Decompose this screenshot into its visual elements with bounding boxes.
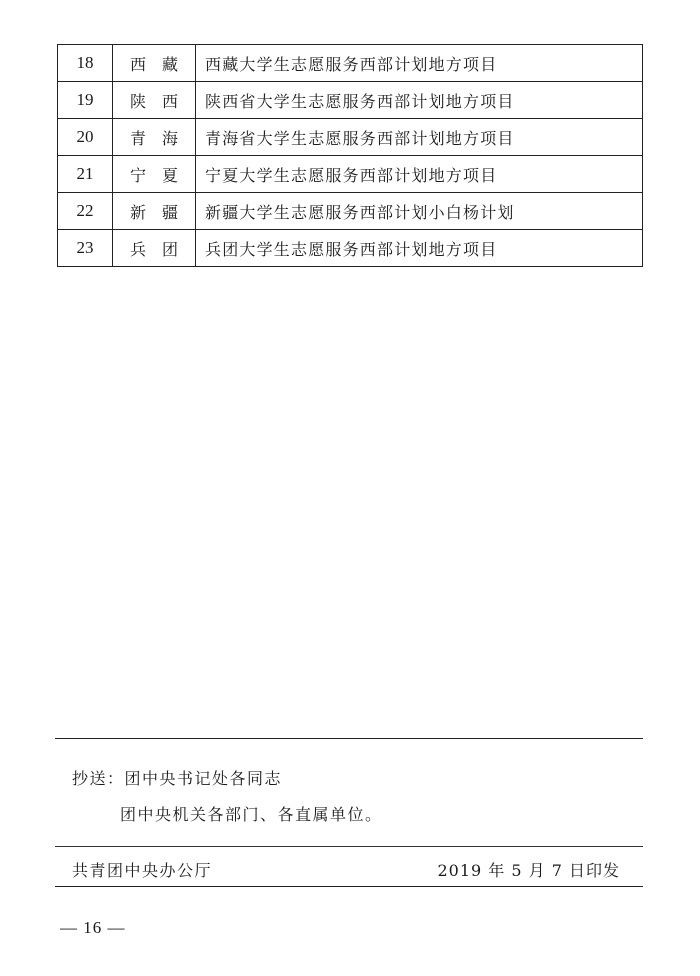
row-number: 20 [58, 119, 113, 155]
row-number: 19 [58, 82, 113, 118]
page-number: — 16 — [60, 918, 126, 937]
province-cell: 青海 [113, 119, 196, 155]
table-row [58, 156, 642, 193]
table-row [58, 230, 642, 267]
province-cell: 西藏 [113, 45, 196, 81]
project-cell: 青海省大学生志愿服务西部计划地方项目 [205, 128, 515, 148]
table-row [58, 119, 642, 156]
province-cell: 新疆 [113, 193, 196, 229]
row-number: 22 [58, 193, 113, 229]
footer-bottom-divider [55, 886, 643, 887]
issuer-name: 共青团中央办公厅 [72, 861, 213, 880]
issue-date: 2019 年 5 月 7 日印发 [437, 861, 620, 880]
province-cell: 宁夏 [113, 156, 196, 192]
project-cell: 宁夏大学生志愿服务西部计划地方项目 [205, 165, 498, 185]
footer-top-divider [55, 846, 643, 847]
table-row [58, 193, 642, 230]
cc-recipients-line-1: 抄送：团中央书记处各同志 [72, 769, 283, 788]
row-number: 23 [58, 230, 113, 266]
project-cell: 新疆大学生志愿服务西部计划小白杨计划 [205, 202, 515, 222]
province-cell: 兵团 [113, 230, 196, 266]
cc-recipients-line-2: 团中央机关各部门、各直属单位。 [120, 805, 383, 824]
project-cell: 西藏大学生志愿服务西部计划地方项目 [205, 54, 498, 74]
project-table [57, 44, 643, 267]
project-cell: 兵团大学生志愿服务西部计划地方项目 [205, 239, 498, 259]
row-number: 18 [58, 45, 113, 81]
table-row [58, 82, 642, 119]
province-cell: 陕西 [113, 82, 196, 118]
table-row [58, 45, 642, 82]
cc-top-divider [55, 738, 643, 739]
project-cell: 陕西省大学生志愿服务西部计划地方项目 [205, 91, 515, 111]
row-number: 21 [58, 156, 113, 192]
